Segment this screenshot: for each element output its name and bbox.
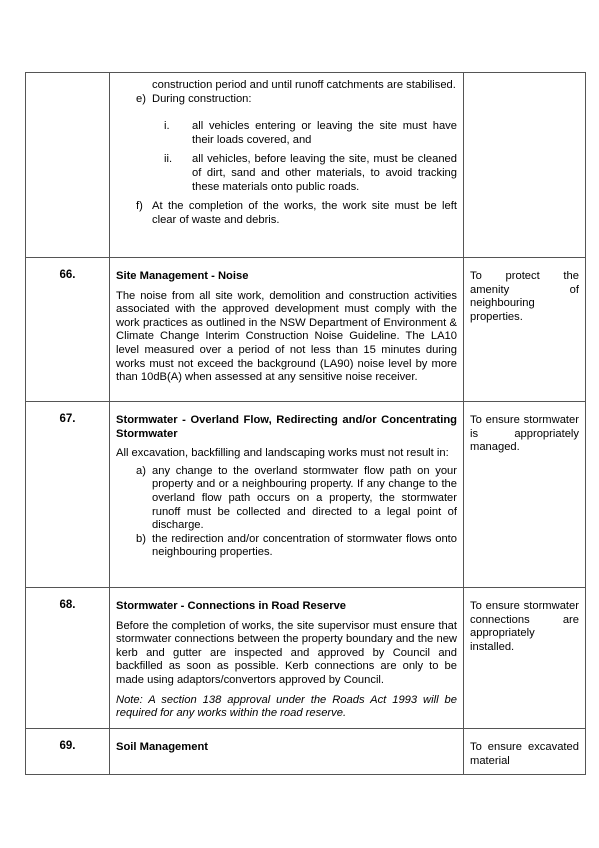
condition-heading: Stormwater - Overland Flow, Redirecting and/or Concentrating Stormwater xyxy=(116,414,457,440)
condition-number: 68. xyxy=(26,588,110,729)
condition-text-cell xyxy=(110,729,464,775)
list-item: f) At the completion of the works, the work site must be left clear of waste and debris. xyxy=(136,200,457,226)
condition-heading: Site Management - Noise xyxy=(116,270,249,282)
condition-note: Note: A section 138 approval under the Roads Act 1993 will be required for any works within the road reserve. xyxy=(116,693,457,720)
condition-text-cell xyxy=(110,588,464,729)
reason-cell xyxy=(464,258,586,402)
condition-heading: Stormwater - Connections in Road Reserve xyxy=(116,600,347,612)
list-item: b) the redirection and/or concentration of stormwater flows onto neighbouring properties. xyxy=(136,532,457,559)
reason-text: To ensure stormwater connections are appropriately installed. xyxy=(470,600,579,653)
condition-number: 69. xyxy=(26,729,110,775)
reason-text: To ensure excavated material xyxy=(470,741,579,767)
list-item: a) any change to the overland stormwater flow path on your property and or a neighbouring property. If any change to the overland flow path occurs on a property, the stormwater runoff must be collected and directed to a legal point of discharge. xyxy=(136,464,457,532)
reason-cell xyxy=(464,402,586,588)
condition-text-cell xyxy=(110,402,464,588)
table-row-66 xyxy=(26,258,586,402)
table-row-67 xyxy=(26,402,586,588)
condition-text-cell xyxy=(110,73,464,258)
reason-cell xyxy=(464,729,586,775)
reason-cell xyxy=(464,588,586,729)
reason-text: To ensure stormwater is appropriately managed. xyxy=(470,414,579,454)
condition-heading: Soil Management xyxy=(116,741,209,753)
condition-body: The noise from all site work, demolition and construction activities associated with the approved development must comply with the work practices as outlined in the NSW Department of Environment & Climate Change Interim Construction Noise Guideline. The LA10 level measured over a period of not less than 15 minutes during works must not exceed the background (LA90) noise level by more than 10dB(A) when assessed at any sensitive noise receiver. xyxy=(116,289,457,384)
condition-number: 66. xyxy=(26,258,110,402)
table-row-continuation xyxy=(26,73,586,258)
condition-number-cell xyxy=(26,73,110,258)
condition-number: 67. xyxy=(26,402,110,588)
condition-body: Before the completion of works, the site supervisor must ensure that stormwater connections between the property boundary and the new kerb and gutter are inspected and approved by Council and backfilled as soon as possible. Kerb connections are only to be made using adaptors/convertors approved by Council. xyxy=(116,619,457,686)
condition-body: All excavation, backfilling and landscaping works must not result in: xyxy=(116,447,449,460)
condition-text-cell xyxy=(110,258,464,402)
reason-cell xyxy=(464,73,586,258)
table-row-68 xyxy=(26,588,586,729)
list-item: ii. all vehicles, before leaving the site, must be cleaned of dirt, sand and other materials, to avoid tracking these materials onto public roads. xyxy=(164,153,457,193)
list-item: i. all vehicles entering or leaving the site must have their loads covered, and xyxy=(164,120,457,146)
list-item: e) During construction: xyxy=(136,92,252,105)
conditions-table xyxy=(25,72,586,775)
reason-text: To protect the amenity of neighbouring properties. xyxy=(470,270,579,323)
continuation-text: construction period and until runoff catchments are stabilised. xyxy=(152,79,456,91)
table-row-69 xyxy=(26,729,586,775)
